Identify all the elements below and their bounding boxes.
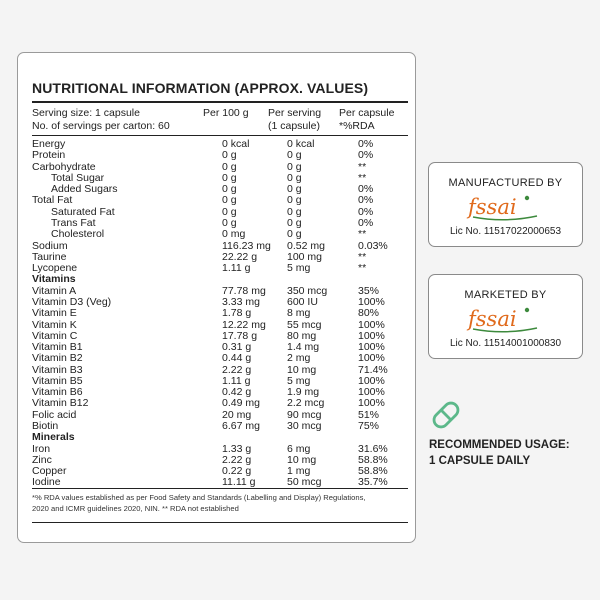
- per-100g-value: 0 g: [222, 171, 237, 184]
- nutrient-name: Vitamins: [32, 273, 76, 286]
- rda-value: 31.6%: [358, 442, 388, 455]
- table-row: [32, 308, 418, 319]
- nutrient-name: Trans Fat: [51, 216, 96, 229]
- marketed-by-label: MARKETED BY: [464, 289, 547, 301]
- rda-value: 0%: [358, 138, 374, 150]
- per-serving-value: 2.2 mcg: [287, 397, 325, 410]
- per-serving-value: 6 mg: [287, 442, 311, 455]
- per-100g-value: 0 g: [222, 149, 237, 162]
- per-serving-value: 10 mg: [287, 363, 317, 376]
- footnote-line2: 2020 and ICMR guidelines 2020, NIN. ** RDA not established: [32, 504, 239, 513]
- nutrient-name: Folic acid: [32, 408, 77, 421]
- per-serving-value: 1.9 mg: [287, 386, 320, 399]
- nutrient-name: Vitamin D3 (Veg): [32, 295, 112, 308]
- per-100g-value: 0.22 g: [222, 465, 252, 478]
- nutrient-name: Energy: [32, 138, 66, 150]
- col-rda-header: *%RDA: [339, 120, 375, 132]
- rda-value: **: [358, 250, 367, 263]
- footnote: [32, 492, 408, 514]
- table-row: [32, 432, 418, 443]
- per-serving-value: 5 mg: [287, 262, 311, 275]
- per-serving-value: 8 mg: [287, 307, 311, 320]
- servings-per-carton: No. of servings per carton: 60: [32, 120, 170, 132]
- nutrient-name: Sodium: [32, 239, 68, 252]
- recommended-usage: [429, 438, 570, 469]
- rda-value: **: [358, 171, 367, 184]
- title-rule: [32, 101, 408, 103]
- nutrient-name: Vitamin E: [32, 307, 77, 320]
- nutrient-name: Vitamin B5: [32, 374, 83, 387]
- rda-value: 0.03%: [358, 239, 388, 252]
- per-serving-value: 0.52 mg: [287, 239, 325, 252]
- nutrient-name: Vitamin K: [32, 318, 77, 331]
- col-serving-subheader: (1 capsule): [268, 120, 320, 132]
- per-serving-value: 0 g: [287, 228, 302, 241]
- per-serving-value: 1.4 mg: [287, 341, 320, 354]
- nutrient-name: Vitamin C: [32, 329, 78, 342]
- per-serving-value: 0 g: [287, 183, 302, 196]
- per-100g-value: 0.49 mg: [222, 397, 260, 410]
- per-100g-value: 0.31 g: [222, 341, 252, 354]
- nutrient-name: Saturated Fat: [51, 205, 115, 218]
- rda-value: 0%: [358, 205, 374, 218]
- per-100g-value: 0 g: [222, 183, 237, 196]
- footnote-rule: [32, 522, 408, 523]
- nutrient-name: Vitamin A: [32, 284, 77, 297]
- rda-value: 0%: [358, 183, 374, 196]
- per-100g-value: 11.11 g: [222, 476, 256, 489]
- col-per100-header: Per 100 g: [203, 107, 249, 119]
- table-row: [32, 195, 418, 206]
- per-serving-value: 0 g: [287, 160, 302, 173]
- rda-value: 0%: [358, 216, 374, 229]
- rda-value: 80%: [358, 307, 380, 320]
- table-row: [32, 263, 418, 274]
- per-100g-value: 1.11 g: [222, 374, 251, 387]
- nutrient-name: Carbohydrate: [32, 160, 96, 173]
- nutrition-table: [32, 139, 418, 489]
- per-serving-value: 100 mg: [287, 250, 323, 263]
- per-100g-value: [222, 274, 287, 285]
- rda-value: 0%: [358, 149, 374, 162]
- per-serving-value: 2 mg: [287, 352, 311, 365]
- nutrient-name: Cholesterol: [51, 228, 105, 241]
- rda-value: [358, 274, 418, 285]
- nutrient-name: Protein: [32, 149, 66, 162]
- per-100g-value: 0.44 g: [222, 352, 252, 365]
- per-100g-value: 0 g: [222, 194, 237, 207]
- per-100g-value: 116.23 mg: [222, 239, 271, 252]
- per-100g-value: [222, 432, 287, 443]
- table-row: [32, 274, 418, 285]
- nutrient-name: Biotin: [32, 420, 59, 433]
- manufactured-license: Lic No. 11517022000653: [449, 226, 562, 237]
- rda-value: 100%: [358, 397, 385, 410]
- marketed-license: Lic No. 11514001000830: [449, 338, 562, 349]
- per-100g-value: 3.33 mg: [222, 295, 260, 308]
- per-serving-value: 0 g: [287, 205, 302, 218]
- capsule-icon: [428, 397, 464, 433]
- per-100g-value: 0 g: [222, 216, 237, 229]
- rda-value: 35.7%: [358, 476, 388, 489]
- serving-size: Serving size: 1 capsule: [32, 107, 140, 119]
- per-100g-value: 1.11 g: [222, 262, 251, 275]
- table-bottom-rule: [32, 488, 408, 489]
- per-serving-value: [287, 432, 358, 443]
- per-serving-value: 0 g: [287, 216, 302, 229]
- rda-value: 0%: [358, 194, 374, 207]
- fssai-logo-text: fssai: [468, 195, 517, 219]
- rda-value: 100%: [358, 352, 385, 365]
- per-100g-value: 12.22 mg: [222, 318, 266, 331]
- nutrient-name: Vitamin B6: [32, 386, 83, 399]
- rda-value: 58.8%: [358, 465, 388, 478]
- header-rule: [32, 135, 408, 136]
- per-serving-value: 0 g: [287, 149, 302, 162]
- nutrient-name: Vitamin B12: [32, 397, 89, 410]
- nutrient-name: Total Sugar: [51, 171, 105, 184]
- nutrient-name: Total Fat: [32, 194, 73, 207]
- nutrient-name: Minerals: [32, 431, 75, 444]
- per-serving-value: 5 mg: [287, 374, 311, 387]
- rda-value: **: [358, 228, 367, 241]
- table-row: [32, 150, 418, 161]
- per-100g-value: 1.78 g: [222, 307, 252, 320]
- per-100g-value: 0 g: [222, 205, 237, 218]
- per-serving-value: 0 g: [287, 171, 302, 184]
- nutrition-title: NUTRITIONAL INFORMATION (APPROX. VALUES): [32, 80, 369, 96]
- nutrient-name: Iron: [32, 442, 51, 455]
- rda-value: 71.4%: [358, 363, 388, 376]
- col-serving-header: Per serving: [268, 107, 322, 119]
- per-serving-value: 55 mcg: [287, 318, 322, 331]
- nutrient-name: Vitamin B3: [32, 363, 83, 376]
- per-100g-value: 20 mg: [222, 408, 252, 421]
- manufactured-by-label: MANUFACTURED BY: [448, 177, 563, 189]
- rda-value: **: [358, 160, 367, 173]
- per-100g-value: 6.67 mg: [222, 420, 260, 433]
- fssai-logo: [465, 192, 545, 222]
- nutrient-name: Lycopene: [32, 262, 78, 275]
- per-serving-value: 350 mcg: [287, 284, 328, 297]
- per-100g-value: 0 g: [222, 160, 237, 173]
- nutrient-name: Vitamin B2: [32, 352, 83, 365]
- per-serving-value: 0 kcal: [287, 138, 315, 150]
- per-100g-value: 0.42 g: [222, 386, 252, 399]
- rda-value: 51%: [358, 408, 380, 421]
- col-capsule-header: Per capsule: [339, 107, 395, 119]
- nutrient-name: Zinc: [32, 453, 52, 466]
- nutrient-name: Vitamin B1: [32, 341, 83, 354]
- table-row: [32, 353, 418, 364]
- usage-line1: RECOMMENDED USAGE:: [429, 439, 570, 451]
- per-100g-value: 0 kcal: [222, 138, 250, 150]
- manufactured-by-box: [428, 162, 583, 247]
- per-serving-value: 0 g: [287, 194, 302, 207]
- per-serving-value: 90 mcg: [287, 408, 322, 421]
- per-100g-value: 77.78 mg: [222, 284, 266, 297]
- table-row: [32, 229, 418, 240]
- rda-value: 58.8%: [358, 453, 388, 466]
- per-serving-value: 1 mg: [287, 465, 311, 478]
- table-row: [32, 421, 418, 432]
- per-100g-value: 0 mg: [222, 228, 246, 241]
- footnote-line1: *% RDA values established as per Food Safety and Standards (Labelling and Display) Regulations,: [32, 493, 366, 502]
- per-serving-value: 10 mg: [287, 453, 317, 466]
- rda-value: 75%: [358, 420, 380, 433]
- per-serving-value: [287, 274, 358, 285]
- per-100g-value: 17.78 g: [222, 329, 258, 342]
- rda-value: 100%: [358, 295, 385, 308]
- rda-value: [358, 432, 418, 443]
- rda-value: 100%: [358, 341, 385, 354]
- rda-value: 100%: [358, 386, 385, 399]
- per-serving-value: 30 mcg: [287, 420, 322, 433]
- usage-line2: 1 CAPSULE DAILY: [429, 454, 531, 467]
- per-100g-value: 2.22 g: [222, 453, 252, 466]
- per-serving-value: 600 IU: [287, 295, 318, 308]
- nutrient-name: Copper: [32, 465, 67, 478]
- per-serving-value: 80 mg: [287, 329, 317, 342]
- rda-value: 100%: [358, 329, 385, 342]
- fssai-logo-text: fssai: [468, 307, 517, 331]
- per-serving-value: 50 mcg: [287, 476, 322, 489]
- nutrient-name: Iodine: [32, 476, 61, 489]
- rda-value: 35%: [358, 284, 380, 297]
- rda-value: **: [358, 262, 367, 275]
- per-100g-value: 1.33 g: [222, 442, 252, 455]
- per-100g-value: 2.22 g: [222, 363, 252, 376]
- nutrient-name: Taurine: [32, 250, 67, 263]
- marketed-by-box: [428, 274, 583, 359]
- per-100g-value: 22.22 g: [222, 250, 258, 263]
- rda-value: 100%: [358, 374, 385, 387]
- nutrient-name: Added Sugars: [51, 183, 118, 196]
- rda-value: 100%: [358, 318, 385, 331]
- fssai-logo: [465, 304, 545, 334]
